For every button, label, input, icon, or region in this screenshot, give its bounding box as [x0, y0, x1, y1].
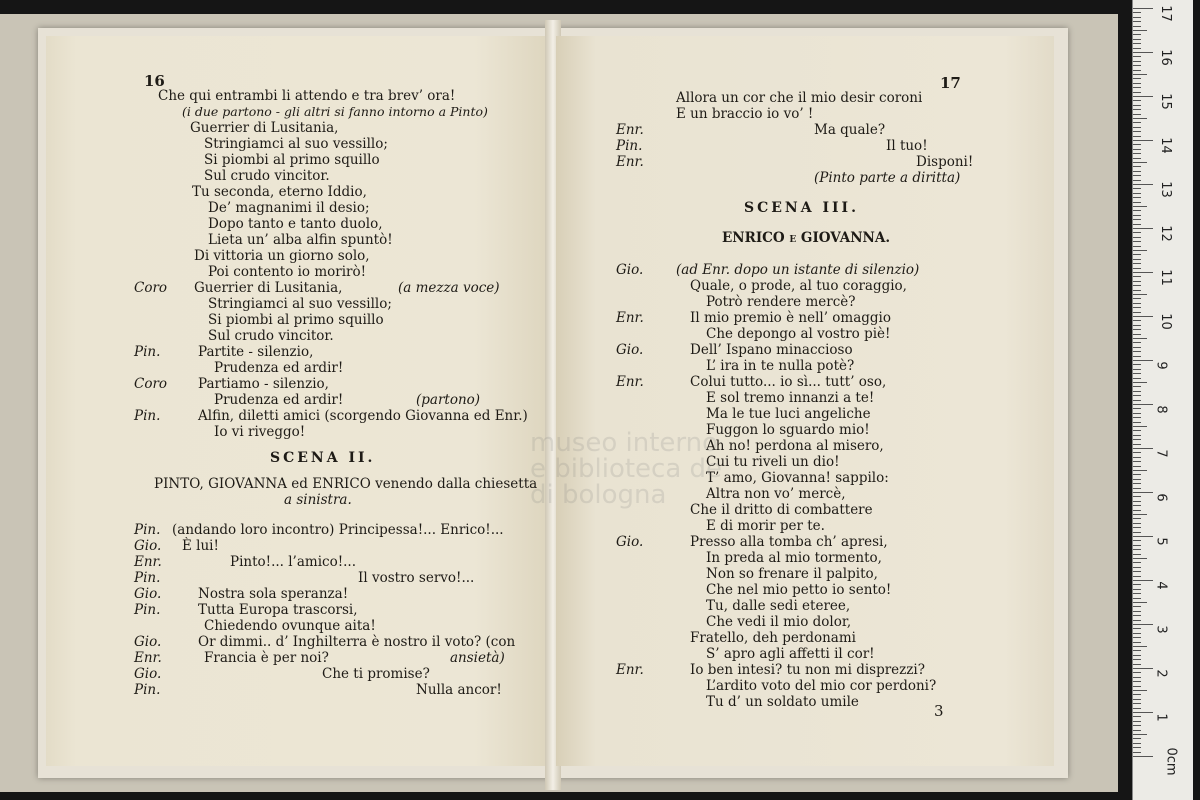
ruler-tick — [1133, 268, 1141, 269]
text-line: Presso alla tomba ch’ apresi, — [690, 534, 888, 550]
ruler-tick — [1133, 8, 1153, 9]
ruler-tick — [1133, 435, 1141, 436]
ruler-tick — [1133, 307, 1141, 308]
text-line: Guerrier di Lusitania, — [194, 280, 343, 296]
speaker-label: Gio. — [134, 666, 162, 682]
ruler-tick — [1133, 118, 1147, 119]
ruler-tick — [1133, 215, 1141, 216]
ruler-tick — [1133, 668, 1153, 669]
text-line: Che ti promise? — [322, 666, 430, 682]
ruler-tick — [1133, 83, 1141, 84]
ruler-tick — [1133, 241, 1141, 242]
text-line: Sul crudo vincitor. — [208, 328, 334, 344]
ruler-tick — [1133, 606, 1141, 607]
right-page — [556, 36, 1054, 766]
ruler-tick — [1133, 532, 1141, 533]
ruler-tick — [1133, 382, 1147, 383]
ruler-tick — [1133, 580, 1153, 581]
signature-number: 3 — [934, 702, 944, 720]
speaker-label: Gio. — [616, 534, 644, 550]
ruler-tick — [1133, 56, 1141, 57]
ruler-tick — [1133, 140, 1153, 141]
speaker-label: Pin. — [616, 138, 643, 154]
ruler-tick — [1133, 188, 1141, 189]
ruler-tick — [1133, 320, 1141, 321]
text-line: Nulla ancor! — [416, 682, 502, 698]
ruler-tick — [1133, 624, 1153, 625]
text-line: (andando loro incontro) Principessa!... Enrico!... — [172, 522, 504, 538]
ruler-tick — [1133, 87, 1141, 88]
ruler-tick — [1133, 602, 1147, 603]
ruler-tick — [1133, 752, 1141, 753]
text-line: Tu, dalle sedi eteree, — [706, 598, 851, 614]
text-line: Or dimmi.. d’ Inghilterra è nostro il voto? (con — [198, 634, 516, 650]
ruler-tick — [1133, 316, 1153, 317]
stage-direction: (a mezza voce) — [398, 280, 500, 296]
speaker-label: Pin. — [134, 682, 161, 698]
text-line: Stringiamci al suo vessillo; — [204, 136, 388, 152]
text-line: Potrò rendere mercè? — [706, 294, 856, 310]
watermark-line: museo interno — [530, 428, 719, 458]
speaker-label: Enr. — [134, 554, 162, 570]
ruler-tick — [1133, 549, 1141, 550]
speaker-label: Pin. — [134, 570, 161, 586]
ruler-number: 0cm — [1163, 747, 1179, 776]
ruler-number: 9 — [1153, 361, 1169, 370]
text-line: De’ magnanimi il desio; — [208, 200, 370, 216]
text-line: E un braccio io vo’ ! — [676, 106, 814, 122]
ruler-number: 17 — [1157, 5, 1173, 22]
ruler-tick — [1133, 202, 1141, 203]
measurement-ruler — [1132, 0, 1193, 800]
scene-characters: ENRICO e GIOVANNA. — [722, 230, 891, 246]
ruler-tick — [1133, 690, 1147, 691]
text-line: Che il dritto di combattere — [690, 502, 873, 518]
speaker-label: Gio. — [134, 538, 162, 554]
speaker-label: Enr. — [134, 650, 162, 666]
scene-characters: PINTO, GIOVANNA ed ENRICO venendo dalla chiesetta — [154, 476, 538, 492]
ruler-tick — [1133, 78, 1141, 79]
ruler-number: 13 — [1157, 181, 1173, 198]
text-line: Dell’ Ispano minaccioso — [690, 342, 853, 358]
ruler-tick — [1133, 122, 1141, 123]
scene-heading: SCENA III. — [744, 200, 859, 216]
ruler-tick — [1133, 646, 1147, 647]
ruler-tick — [1133, 655, 1141, 656]
text-line: Il vostro servo!... — [358, 570, 475, 586]
text-line: Dopo tanto e tanto duolo, — [208, 216, 383, 232]
stage-direction: (partono) — [416, 392, 481, 408]
ruler-tick — [1133, 514, 1147, 515]
ruler-tick — [1133, 708, 1141, 709]
ruler-tick — [1133, 351, 1141, 352]
text-line: Il tuo! — [886, 138, 928, 154]
ruler-tick — [1133, 562, 1141, 563]
ruler-tick — [1133, 413, 1141, 414]
ruler-tick — [1133, 488, 1141, 489]
ruler-tick — [1133, 158, 1141, 159]
ruler-tick — [1133, 180, 1141, 181]
ruler-tick — [1133, 263, 1141, 264]
ruler-tick — [1133, 70, 1141, 71]
text-line: Ma le tue luci angeliche — [706, 406, 871, 422]
text-line: In preda al mio tormento, — [706, 550, 882, 566]
left-page — [46, 36, 550, 766]
text-line: Partite - silenzio, — [198, 344, 314, 360]
ruler-tick — [1133, 131, 1141, 132]
ruler-tick — [1133, 677, 1141, 678]
ruler-tick — [1133, 290, 1141, 291]
ruler-tick — [1133, 21, 1141, 22]
text-line: Francia è per noi? — [204, 650, 329, 666]
ruler-tick — [1133, 334, 1141, 335]
ruler-tick — [1133, 342, 1141, 343]
text-line: Nostra sola speranza! — [198, 586, 349, 602]
text-line: Lieta un’ alba alfin spuntò! — [208, 232, 393, 248]
ruler-tick — [1133, 281, 1141, 282]
ruler-tick — [1133, 642, 1141, 643]
ruler-tick — [1133, 162, 1147, 163]
ruler-tick — [1133, 703, 1141, 704]
ruler-tick — [1133, 325, 1141, 326]
ruler-tick — [1133, 448, 1153, 449]
speaker-label: Gio. — [616, 342, 644, 358]
ruler-tick — [1133, 725, 1141, 726]
speaker-label: Enr. — [616, 122, 644, 138]
ruler-tick — [1133, 466, 1141, 467]
ruler-tick — [1133, 417, 1141, 418]
stage-direction: (i due partono - gli altri si fanno intorno a Pinto) — [182, 104, 488, 119]
ruler-tick — [1133, 430, 1141, 431]
watermark — [530, 430, 722, 508]
ruler-tick — [1133, 228, 1153, 229]
ruler-tick — [1133, 479, 1141, 480]
ruler-tick — [1133, 650, 1141, 651]
ruler-tick — [1133, 329, 1141, 330]
stage-direction: (ad Enr. dopo un istante di silenzio) — [676, 262, 920, 278]
ruler-tick — [1133, 461, 1141, 462]
ruler-tick — [1133, 721, 1141, 722]
ruler-tick — [1133, 43, 1141, 44]
ruler-number: 16 — [1157, 49, 1173, 66]
speaker-label: Gio. — [134, 586, 162, 602]
speaker-label: Pin. — [134, 522, 161, 538]
ruler-tick — [1133, 615, 1141, 616]
ruler-tick — [1133, 237, 1141, 238]
ruler-number: 11 — [1157, 269, 1173, 286]
ruler-tick — [1133, 422, 1141, 423]
text-line: Che nel mio petto io sento! — [706, 582, 892, 598]
ruler-tick — [1133, 659, 1141, 660]
ruler-tick — [1133, 571, 1141, 572]
page-number: 17 — [940, 74, 961, 92]
ruler-tick — [1133, 404, 1153, 405]
ruler-number: 6 — [1153, 493, 1169, 502]
ruler-tick — [1133, 246, 1141, 247]
text-line: Guerrier di Lusitania, — [190, 120, 339, 136]
ruler-tick — [1133, 743, 1141, 744]
ruler-tick — [1133, 259, 1141, 260]
ruler-tick — [1133, 501, 1141, 502]
ruler-tick — [1133, 637, 1141, 638]
ruler-tick — [1133, 74, 1147, 75]
ruler-number: 4 — [1153, 581, 1169, 590]
ruler-tick — [1133, 628, 1141, 629]
ruler-tick — [1133, 554, 1141, 555]
ruler-tick — [1133, 26, 1141, 27]
text-line: E di morir per te. — [706, 518, 825, 534]
text-line: Prudenza ed ardir! — [214, 360, 344, 376]
text-line: Che qui entrambi li attendo e tra brev’ ora! — [158, 88, 456, 104]
text-line: Sul crudo vincitor. — [204, 168, 330, 184]
ruler-tick — [1133, 303, 1141, 304]
ruler-tick — [1133, 545, 1141, 546]
ruler-number: 5 — [1153, 537, 1169, 546]
text-line: Che depongo al vostro piè! — [706, 326, 891, 342]
text-line: Tu seconda, eterno Iddio, — [192, 184, 367, 200]
ruler-tick — [1133, 584, 1141, 585]
stage-direction: (Pinto parte a diritta) — [814, 170, 961, 186]
speaker-label: Enr. — [616, 154, 644, 170]
watermark-line: e biblioteca de — [530, 454, 723, 484]
ruler-tick — [1133, 664, 1141, 665]
ruler-tick — [1133, 114, 1141, 115]
text-line: Poi contento io morirò! — [208, 264, 367, 280]
ruler-tick — [1133, 193, 1141, 194]
ruler-tick — [1133, 483, 1141, 484]
ruler-tick — [1133, 109, 1141, 110]
text-line: Prudenza ed ardir! — [214, 392, 344, 408]
ruler-tick — [1133, 395, 1141, 396]
text-line: E sol tremo innanzi a te! — [706, 390, 875, 406]
text-line: Stringiamci al suo vessillo; — [208, 296, 392, 312]
speaker-label: Coro — [134, 376, 168, 392]
ruler-tick — [1133, 360, 1153, 361]
ruler-tick — [1133, 576, 1141, 577]
ruler-tick — [1133, 197, 1141, 198]
ruler-tick — [1133, 738, 1141, 739]
text-line: Tutta Europa trascorsi, — [198, 602, 358, 618]
ruler-tick — [1133, 276, 1141, 277]
ruler-tick — [1133, 378, 1141, 379]
text-line: Di vittoria un giorno solo, — [194, 248, 370, 264]
text-line: Io ben intesi? tu non mi disprezzi? — [690, 662, 925, 678]
ruler-tick — [1133, 694, 1141, 695]
ruler-tick — [1133, 444, 1141, 445]
ruler-tick — [1133, 510, 1141, 511]
ruler-tick — [1133, 567, 1141, 568]
text-line: Chiedendo ovunque aita! — [204, 618, 376, 634]
ruler-number: 2 — [1153, 669, 1169, 678]
ruler-number: 12 — [1157, 225, 1173, 242]
ruler-tick — [1133, 633, 1141, 634]
text-line: Io vi riveggo! — [214, 424, 306, 440]
speaker-label: Coro — [134, 280, 168, 296]
ruler-tick — [1133, 210, 1141, 211]
ruler-tick — [1133, 373, 1141, 374]
page-number: 16 — [144, 72, 165, 90]
ruler-tick — [1133, 171, 1141, 172]
ruler-tick — [1133, 523, 1141, 524]
ruler-tick — [1133, 298, 1141, 299]
text-line: Pinto!... l’amico!... — [230, 554, 357, 570]
text-line: Fratello, deh perdonami — [690, 630, 856, 646]
ruler-tick — [1133, 369, 1141, 370]
ruler-tick — [1133, 39, 1141, 40]
text-line: Allora un cor che il mio desir coroni — [676, 90, 923, 106]
ruler-tick — [1133, 219, 1141, 220]
ruler-tick — [1133, 452, 1141, 453]
text-line: Tu d’ un soldato umile — [706, 694, 859, 710]
ruler-tick — [1133, 470, 1147, 471]
ruler-number: 15 — [1157, 93, 1173, 110]
ruler-tick — [1133, 699, 1141, 700]
ruler-tick — [1133, 756, 1153, 757]
text-line: Fuggon lo sguardo mio! — [706, 422, 870, 438]
ruler-tick — [1133, 136, 1141, 137]
ruler-tick — [1133, 285, 1141, 286]
ruler-tick — [1133, 408, 1141, 409]
ruler-tick — [1133, 734, 1147, 735]
speaker-label: Enr. — [616, 662, 644, 678]
ruler-tick — [1133, 730, 1141, 731]
scene-characters: a sinistra. — [284, 492, 352, 508]
stage-direction: ansietà) — [450, 650, 505, 666]
text-line: Ah no! perdona al misero, — [706, 438, 884, 454]
speaker-label: Gio. — [616, 262, 644, 278]
ruler-tick — [1133, 149, 1141, 150]
speaker-label: Enr. — [616, 310, 644, 326]
ruler-tick — [1133, 496, 1141, 497]
text-line: Che vedi il mio dolor, — [706, 614, 852, 630]
text-line: Cui tu riveli un dio! — [706, 454, 840, 470]
ruler-tick — [1133, 224, 1141, 225]
ruler-tick — [1133, 536, 1153, 537]
speaker-label: Pin. — [134, 344, 161, 360]
ruler-tick — [1133, 589, 1141, 590]
text-line: L’ ira in te nulla potè? — [706, 358, 855, 374]
ruler-tick — [1133, 518, 1141, 519]
ruler-tick — [1133, 272, 1153, 273]
ruler-tick — [1133, 593, 1141, 594]
text-line: L’ardito voto del mio cor perdoni? — [706, 678, 937, 694]
ruler-tick — [1133, 356, 1141, 357]
speaker-label: Gio. — [134, 634, 162, 650]
speaker-label: Pin. — [134, 602, 161, 618]
text-line: Il mio premio è nell’ omaggio — [690, 310, 891, 326]
ruler-tick — [1133, 61, 1141, 62]
ruler-number: 8 — [1153, 405, 1169, 414]
ruler-tick — [1133, 540, 1141, 541]
ruler-tick — [1133, 65, 1141, 66]
ruler-tick — [1133, 144, 1141, 145]
ruler-tick — [1133, 100, 1141, 101]
ruler-tick — [1133, 558, 1147, 559]
text-line: Disponi! — [916, 154, 974, 170]
ruler-tick — [1133, 127, 1141, 128]
ruler-tick — [1133, 92, 1141, 93]
text-line: Partiamo - silenzio, — [198, 376, 329, 392]
ruler-tick — [1133, 747, 1141, 748]
ruler-tick — [1133, 426, 1147, 427]
scene-heading: SCENA II. — [270, 450, 376, 466]
ruler-tick — [1133, 17, 1141, 18]
text-line: Non so frenare il palpito, — [706, 566, 878, 582]
speaker-label: Enr. — [616, 374, 644, 390]
ruler-tick — [1133, 386, 1141, 387]
ruler-tick — [1133, 312, 1141, 313]
text-line: T’ amo, Giovanna! sappilo: — [706, 470, 889, 486]
ruler-tick — [1133, 166, 1141, 167]
ruler-tick — [1133, 34, 1141, 35]
ruler-tick — [1133, 598, 1141, 599]
ruler-tick — [1133, 716, 1141, 717]
ruler-tick — [1133, 474, 1141, 475]
ruler-tick — [1133, 681, 1141, 682]
ruler-tick — [1133, 439, 1141, 440]
ruler-tick — [1133, 96, 1153, 97]
ruler-tick — [1133, 184, 1153, 185]
ruler-number: 10 — [1157, 313, 1173, 330]
ruler-tick — [1133, 250, 1147, 251]
ruler-tick — [1133, 294, 1147, 295]
ruler-number: 7 — [1153, 449, 1169, 458]
ruler-tick — [1133, 206, 1147, 207]
speaker-label: Pin. — [134, 408, 161, 424]
text-line: Si piombi al primo squillo — [208, 312, 384, 328]
ruler-tick — [1133, 672, 1141, 673]
text-line: Altra non vo’ mercè, — [706, 486, 846, 502]
ruler-tick — [1133, 712, 1153, 713]
ruler-tick — [1133, 620, 1141, 621]
ruler-number: 3 — [1153, 625, 1169, 634]
ruler-tick — [1133, 391, 1141, 392]
ruler-tick — [1133, 175, 1141, 176]
ruler-tick — [1133, 611, 1141, 612]
ruler-tick — [1133, 338, 1147, 339]
text-line: Ma quale? — [814, 122, 886, 138]
ruler-tick — [1133, 232, 1141, 233]
ruler-tick — [1133, 347, 1141, 348]
text-line: È lui! — [182, 538, 219, 554]
text-line: Alfin, diletti amici (scorgendo Giovanna ed Enr.) — [198, 408, 528, 424]
ruler-number: 1 — [1153, 713, 1169, 722]
ruler-tick — [1133, 527, 1141, 528]
ruler-tick — [1133, 364, 1141, 365]
watermark-line: di bologna — [530, 480, 667, 510]
text-line: Si piombi al primo squillo — [204, 152, 380, 168]
ruler-tick — [1133, 400, 1141, 401]
ruler-tick — [1133, 457, 1141, 458]
ruler-tick — [1133, 105, 1141, 106]
ruler-tick — [1133, 153, 1141, 154]
ruler-tick — [1133, 686, 1141, 687]
ruler-tick — [1133, 30, 1147, 31]
text-line: Colui tutto... io sì... tutt’ oso, — [690, 374, 887, 390]
ruler-number: 14 — [1157, 137, 1173, 154]
ruler-tick — [1133, 254, 1141, 255]
ruler-tick — [1133, 492, 1153, 493]
text-line: Quale, o prode, al tuo coraggio, — [690, 278, 907, 294]
text-line: S’ apro agli affetti il cor! — [706, 646, 875, 662]
ruler-tick — [1133, 505, 1141, 506]
ruler-tick — [1133, 52, 1153, 53]
ruler-tick — [1133, 48, 1141, 49]
ruler-tick — [1133, 12, 1141, 13]
